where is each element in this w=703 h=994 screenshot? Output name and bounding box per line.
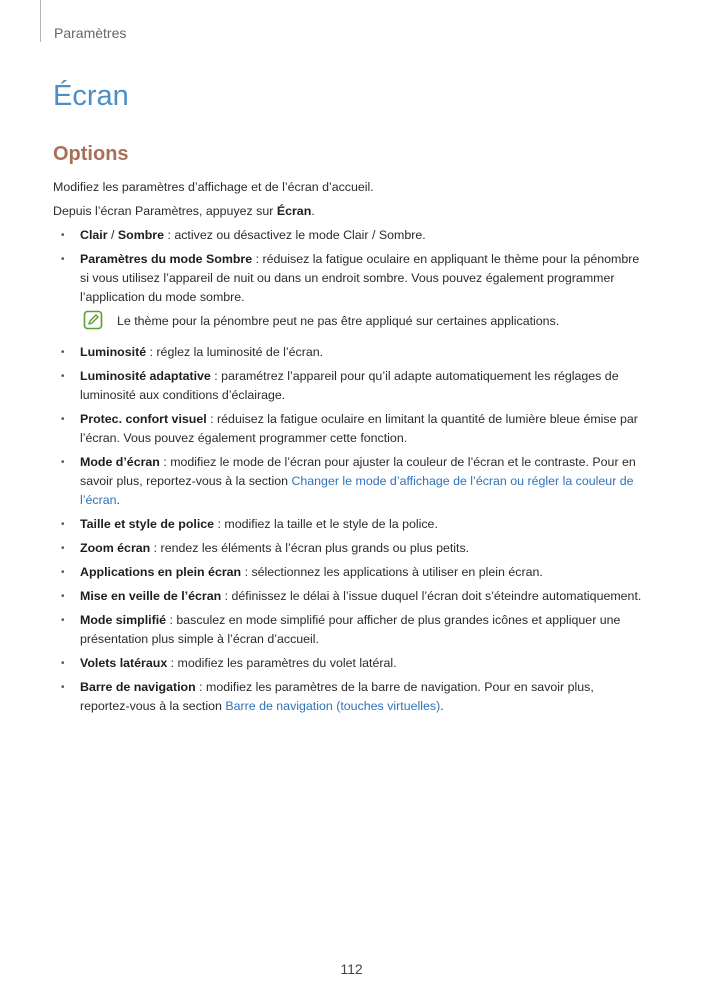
list-item: • Zoom écran : rendez les éléments à l’écran plus grands ou plus petits. [53,539,643,558]
list-item: • Applications en plein écran : sélectionnez les applications à utiliser en plein écran. [53,563,643,582]
list-item: • Taille et style de police : modifiez la taille et le style de la police. [53,515,643,534]
list-item: • Mode d’écran : modifiez le mode de l’écran pour ajuster la couleur de l’écran et le contraste. Pour en savoir plus, reportez-vous à la section Changer le mode d’affichage de l’écran ou régler la couleur de l’écran. [53,453,643,510]
options-list-1 [53,226,643,307]
list-item: • Barre de navigation : modifiez les paramètres de la barre de navigation. Pour en savoir plus, reportez-vous à la section Barre de navigation (touches virtuelles). [53,678,643,716]
section-subtitle: Options [53,143,129,165]
list-item: • Luminosité : réglez la luminosité de l’écran. [53,343,643,362]
list-item: • Paramètres du mode Sombre : réduisez la fatigue oculaire en appliquant le thème pour la pénombre si vous utilisez l’appareil de nuit ou dans un endroit sombre. Vous pouvez également programmer l’application du mode sombre. [53,250,643,307]
link-display-mode[interactable]: Changer le mode d’affichage de l’écran ou régler la couleur de l’écran [80,474,634,507]
main-content [53,178,643,721]
list-item: • Clair / Sombre : activez ou désactivez le mode Clair / Sombre. [53,226,643,245]
list-item: • Mise en veille de l’écran : définissez le délai à l’issue duquel l’écran doit s’éteindre automatiquement. [53,587,643,606]
list-item: • Mode simplifié : basculez en mode simplifié pour afficher de plus grandes icônes et appliquer une présentation plus simple à l’écran d’accueil. [53,611,643,649]
list-item: • Volets latéraux : modifiez les paramètres du volet latéral. [53,654,643,673]
note-pencil-icon [83,310,103,330]
page-title: Écran [53,80,129,112]
intro-line-2: Depuis l’écran Paramètres, appuyez sur Écran. [53,204,315,218]
list-item: • Luminosité adaptative : paramétrez l’appareil pour qu’il adapte automatiquement les réglages de luminosité aux conditions d’éclairage. [53,367,643,405]
note-text: Le thème pour la pénombre peut ne pas être appliqué sur certaines applications. [117,314,560,328]
note-box [53,312,643,334]
options-list-2 [53,343,643,716]
list-item: • Protec. confort visuel : réduisez la fatigue oculaire en limitant la quantité de lumière bleue émise par l’écran. Vous pouvez également programmer cette fonction. [53,410,643,448]
page-number: 112 [340,961,363,977]
intro-line-1: Modifiez les paramètres d’affichage et de l’écran d’accueil. [53,180,374,194]
section-label: Paramètres [54,25,127,41]
link-navigation-bar[interactable]: Barre de navigation (touches virtuelles) [225,699,441,713]
corner-mark [40,0,41,42]
